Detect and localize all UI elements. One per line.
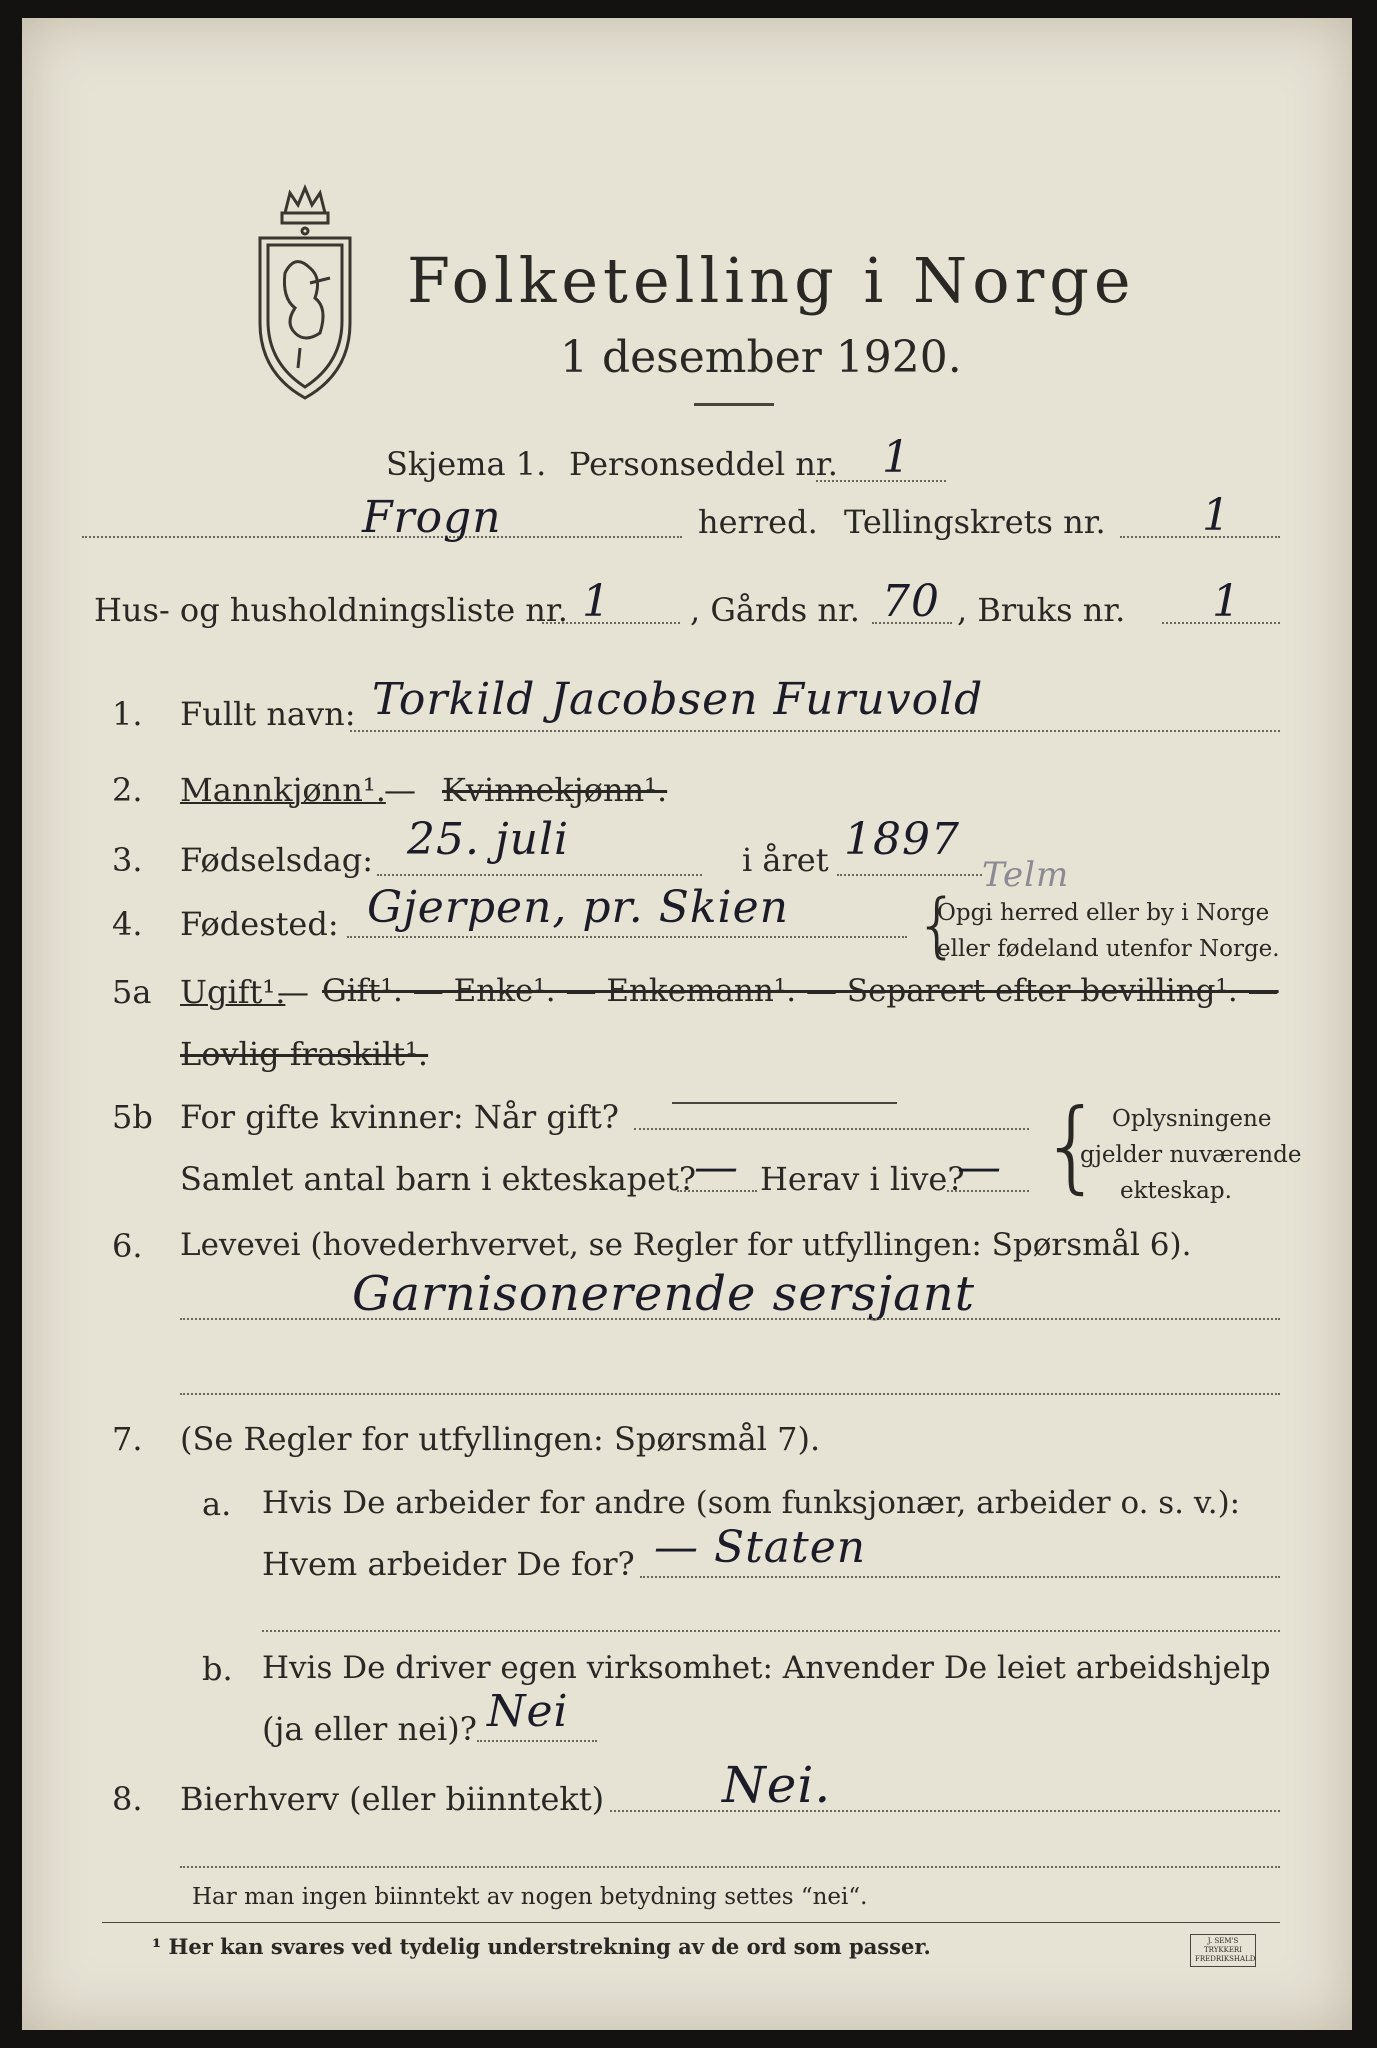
husliste-label: Hus- og husholdningsliste nr. <box>94 591 568 629</box>
q5a-other-statuses: Gift¹. — Enke¹. — Enkemann¹. — Separert efter bevilling¹. — <box>322 973 1279 1009</box>
coat-of-arms-icon <box>250 183 360 403</box>
tellingskrets-line <box>1120 536 1280 538</box>
q5b-label-2: Samlet antal barn i ekteskapet? <box>180 1160 697 1198</box>
q1-value[interactable]: Torkild Jacobsen Furuvold <box>372 674 984 725</box>
q3-value[interactable]: 25. juli <box>407 814 570 865</box>
q2-mannkjonn: Mannkjønn¹. <box>180 771 386 809</box>
q5b-note-line-1: Oplysningene <box>1112 1106 1272 1132</box>
q6-label: Levevei (hovederhvervet, se Regler for utfyllingen: Spørsmål 6). <box>180 1227 1192 1263</box>
q7b-letter: b. <box>202 1650 233 1688</box>
q7a-line-2 <box>262 1630 1280 1632</box>
q3-label: Fødselsdag: <box>180 841 374 879</box>
title-rule <box>694 403 774 406</box>
q7b-value[interactable]: Nei <box>487 1686 569 1737</box>
q5b-label: For gifte kvinner: Når gift? <box>180 1098 619 1136</box>
q5b-live-value[interactable]: — <box>957 1142 1002 1193</box>
footer-rule <box>102 1922 1280 1923</box>
footnote: ¹ Her kan svares ved tydelig understrekning av de ord som passer. <box>152 1934 931 1959</box>
q6-line-1 <box>180 1318 1280 1320</box>
q7b-line <box>477 1740 597 1742</box>
husliste-line <box>542 622 680 624</box>
q3-margin-note: Telm <box>982 855 1070 895</box>
personseddel-line <box>816 480 946 482</box>
q4-value[interactable]: Gjerpen, pr. Skien <box>367 882 789 933</box>
q8-number: 8. <box>112 1780 143 1818</box>
q5b-note-line-2: gjelder nuværende <box>1080 1142 1302 1168</box>
q4-note-line-2: eller fødeland utenfor Norge. <box>937 936 1280 962</box>
q8-label: Bierhverv (eller biinntekt) <box>180 1780 605 1818</box>
herred-value[interactable]: Frogn <box>362 492 502 543</box>
biinntekt-note: Har man ingen biinntekt av nogen betydning settes “nei“. <box>192 1884 868 1910</box>
q5b-barn-value[interactable]: — <box>694 1142 739 1193</box>
q1-number: 1. <box>112 695 143 733</box>
q1-line <box>350 730 1280 732</box>
q2-number: 2. <box>112 771 143 809</box>
form-date: 1 desember 1920. <box>560 332 962 383</box>
q5b-gift-line <box>634 1128 1029 1130</box>
personseddel-value[interactable]: 1 <box>882 432 911 483</box>
tellingskrets-label: Tellingskrets nr. <box>844 503 1106 541</box>
q1-label: Fullt navn: <box>180 695 356 733</box>
q7a-value[interactable]: — Staten <box>654 1522 867 1573</box>
q5b-gift-dash <box>672 1102 897 1104</box>
q5a-ugift: Ugift¹. <box>180 973 286 1011</box>
herred-label: herred. <box>698 503 818 541</box>
q6-line-2 <box>180 1393 1280 1395</box>
personseddel-label: Personseddel nr. <box>569 445 838 483</box>
q4-label: Fødested: <box>180 905 339 943</box>
q7b-label: Hvis De driver egen virksomhet: Anvender De leiet arbeidshjelp <box>262 1650 1271 1686</box>
q7a-line <box>640 1576 1280 1578</box>
q3-line <box>377 874 702 876</box>
q5b-note-line-3: ekteskap. <box>1120 1178 1232 1204</box>
q2-dash: — <box>384 771 416 809</box>
q5b-number: 5b <box>112 1098 153 1136</box>
q8-line-2 <box>180 1866 1280 1868</box>
q7-label: (Se Regler for utfyllingen: Spørsmål 7). <box>180 1420 821 1458</box>
q7a-letter: a. <box>202 1485 232 1523</box>
q5a-dash: — <box>277 973 309 1011</box>
q4-brace: { <box>915 884 960 966</box>
q5a-lovlig-fraskilt: Lovlig fraskilt¹. <box>180 1035 429 1073</box>
q3-year-label: i året <box>742 841 829 879</box>
form-title: Folketelling i Norge <box>407 244 1136 317</box>
q4-line <box>347 936 907 938</box>
q7a-label-2: Hvem arbeider De for? <box>262 1545 635 1583</box>
printer-mark: J. SEM'S TRYKKERI FREDRIKSHALD <box>1190 1934 1256 1967</box>
q8-line <box>610 1810 1280 1812</box>
bruks-label: , Bruks nr. <box>957 591 1126 629</box>
tellingskrets-value[interactable]: 1 <box>1202 490 1231 541</box>
q5b-live-label: Herav i live? <box>760 1160 965 1198</box>
q4-note-line-1: Opgi herred eller by i Norge <box>937 900 1270 926</box>
q3-number: 3. <box>112 841 143 879</box>
gards-value[interactable]: 70 <box>882 576 940 627</box>
bruks-value[interactable]: 1 <box>1212 576 1241 627</box>
q2-kvinnekjonn: Kvinnekjønn¹. <box>442 771 668 809</box>
q6-value[interactable]: Garnisonerende sersjant <box>352 1266 975 1322</box>
q4-number: 4. <box>112 905 143 943</box>
q3-year-line <box>837 874 982 876</box>
husliste-value[interactable]: 1 <box>582 576 611 627</box>
q8-value[interactable]: Nei. <box>722 1756 832 1814</box>
q6-number: 6. <box>112 1227 143 1265</box>
q7b-label-2: (ja eller nei)? <box>262 1710 477 1748</box>
q7-number: 7. <box>112 1420 143 1458</box>
q3-year-value[interactable]: 1897 <box>844 814 960 865</box>
gards-label: , Gårds nr. <box>690 591 860 629</box>
q7a-label: Hvis De arbeider for andre (som funksjonær, arbeider o. s. v.): <box>262 1485 1241 1521</box>
census-form <box>22 18 1352 2030</box>
q5b-brace: { <box>1040 1087 1104 1204</box>
q5a-number: 5a <box>112 973 152 1011</box>
skjema-label: Skjema 1. <box>386 445 547 483</box>
